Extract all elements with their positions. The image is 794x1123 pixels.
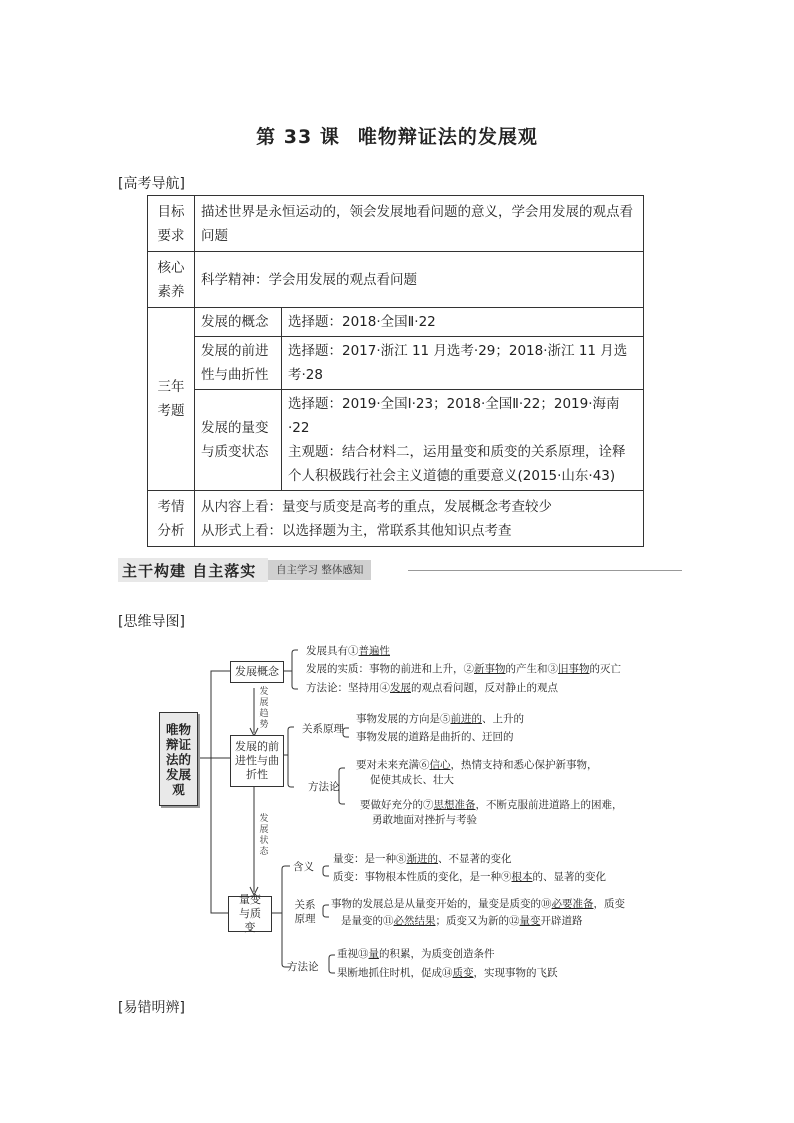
exam-val-concept: 选择题：2018·全国Ⅱ·22 bbox=[282, 308, 644, 337]
section-label-guide: [高考导航] bbox=[118, 176, 185, 192]
row-head-goals: 目标要求 bbox=[148, 196, 195, 252]
node-concept: 发展概念 bbox=[230, 661, 284, 683]
exam-val-change-essay: 主观题：结合材料二，运用量变和质变的关系原理，诠释个人积极践行社会主义道德的重要意义(2015·山东·43) bbox=[288, 444, 626, 484]
row-head-literacy: 核心素养 bbox=[148, 252, 195, 308]
n3-method-label: 方法论 bbox=[287, 961, 319, 973]
lesson-topic: 唯物辩证法的发展观 bbox=[357, 126, 538, 148]
n2-meth-1b: 促使其成长、壮大 bbox=[370, 774, 454, 786]
brace-n3-def bbox=[323, 866, 329, 876]
n1-line2: 发展的实质：事物的前进和上升，②新事物的产生和③旧事物的灭亡 bbox=[306, 663, 621, 675]
n3-def-1: 量变：是一种⑧渐进的、不显著的变化 bbox=[333, 853, 512, 865]
analysis-content: 从内容上看：量变与质变是高考的重点，发展概念考查较少 bbox=[201, 498, 552, 515]
row-head-exams: 三年考题 bbox=[148, 308, 195, 491]
n2-relation-label: 关系原理 bbox=[302, 723, 344, 735]
n2-meth-2: 要做好充分的⑦思想准备，不断克服前进道路上的困难， bbox=[360, 799, 623, 811]
section-label-mindmap: [思维导图] bbox=[118, 614, 185, 630]
n3-definition-label: 含义 bbox=[293, 861, 314, 873]
banner-tag: 自主学习 整体感知 bbox=[268, 560, 371, 580]
n1-line3: 方法论：坚持用④发展的观点看问题，反对静止的观点 bbox=[306, 682, 558, 694]
n3-meth-1: 重视⑬量的积累，为质变创造条件 bbox=[337, 948, 495, 960]
n3-rel-2: 是量变的⑪必然结果；质变又为新的⑫量变开辟道路 bbox=[341, 915, 583, 927]
banner-main-title: 主干构建 自主落实 bbox=[122, 562, 257, 580]
brace-concept bbox=[292, 650, 298, 689]
exam-val-change-choice: 选择题：2019·全国Ⅰ·23；2018·全国Ⅱ·22；2019·海南·22 bbox=[288, 396, 620, 436]
n2-method-label: 方法论 bbox=[308, 781, 340, 793]
link-state-label: 发 展 状 态 bbox=[259, 814, 269, 857]
brace-n3-rel bbox=[323, 905, 329, 917]
row-text-literacy: 科学精神：学会用发展的观点看问题 bbox=[195, 252, 644, 308]
exam-sub-change: 发展的量变与质变状态 bbox=[195, 390, 282, 491]
n2-meth-2b: 勇敢地面对挫折与考验 bbox=[372, 814, 477, 826]
node-change: 量变与质变 bbox=[228, 896, 272, 932]
n3-def-2: 质变：事物根本性质的变化，是一种⑨根本的、显著的变化 bbox=[333, 871, 606, 883]
n1-line1: 发展具有①普遍性 bbox=[306, 645, 390, 657]
lesson-number: 第 33 课 bbox=[256, 126, 340, 148]
n3-meth-2: 果断地抓住时机，促成⑭质变，实现事物的飞跃 bbox=[337, 967, 558, 979]
analysis-form: 从形式上看：以选择题为主，常联系其他知识点考查 bbox=[201, 522, 512, 539]
row-text-goals: 描述世界是永恒运动的，领会发展地看问题的意义，学会用发展的观点看问题 bbox=[195, 196, 644, 252]
link-trend-label: 发 展 趋 势 bbox=[259, 687, 269, 730]
mindmap-root-label: 唯物辩证法的发展观 bbox=[165, 721, 191, 797]
node-progress: 发展的前进性与曲折性 bbox=[230, 735, 284, 787]
n2-meth-1: 要对未来充满⑥信心，热情支持和悉心保护新事物， bbox=[356, 759, 598, 771]
n2-rel-2: 事物发展的道路是曲折的、迂回的 bbox=[356, 731, 514, 743]
brace-change bbox=[282, 866, 290, 967]
brace-n3-meth bbox=[329, 955, 335, 973]
n3-rel-1: 事物的发展总是从量变开始的，量变是质变的⑩必要准备，质变 bbox=[331, 898, 625, 910]
n3-relation-label: 关系原理 bbox=[294, 899, 316, 925]
exam-val-progress: 选择题：2017·浙江 11 月选考·29；2018·浙江 11 月选考·28 bbox=[282, 337, 644, 390]
connector-root-concept bbox=[196, 671, 230, 758]
connector-root-change bbox=[211, 758, 228, 913]
brace-progress bbox=[288, 727, 294, 787]
n2-rel-1: 事物发展的方向是⑤前进的、上升的 bbox=[356, 713, 524, 725]
row-head-analysis: 考情分析 bbox=[148, 491, 195, 547]
section-label-errors: [易错明辨] bbox=[118, 1000, 185, 1016]
exam-sub-progress: 发展的前进性与曲折性 bbox=[195, 337, 282, 390]
exam-sub-concept: 发展的概念 bbox=[195, 308, 282, 337]
mindmap-root bbox=[159, 712, 198, 806]
